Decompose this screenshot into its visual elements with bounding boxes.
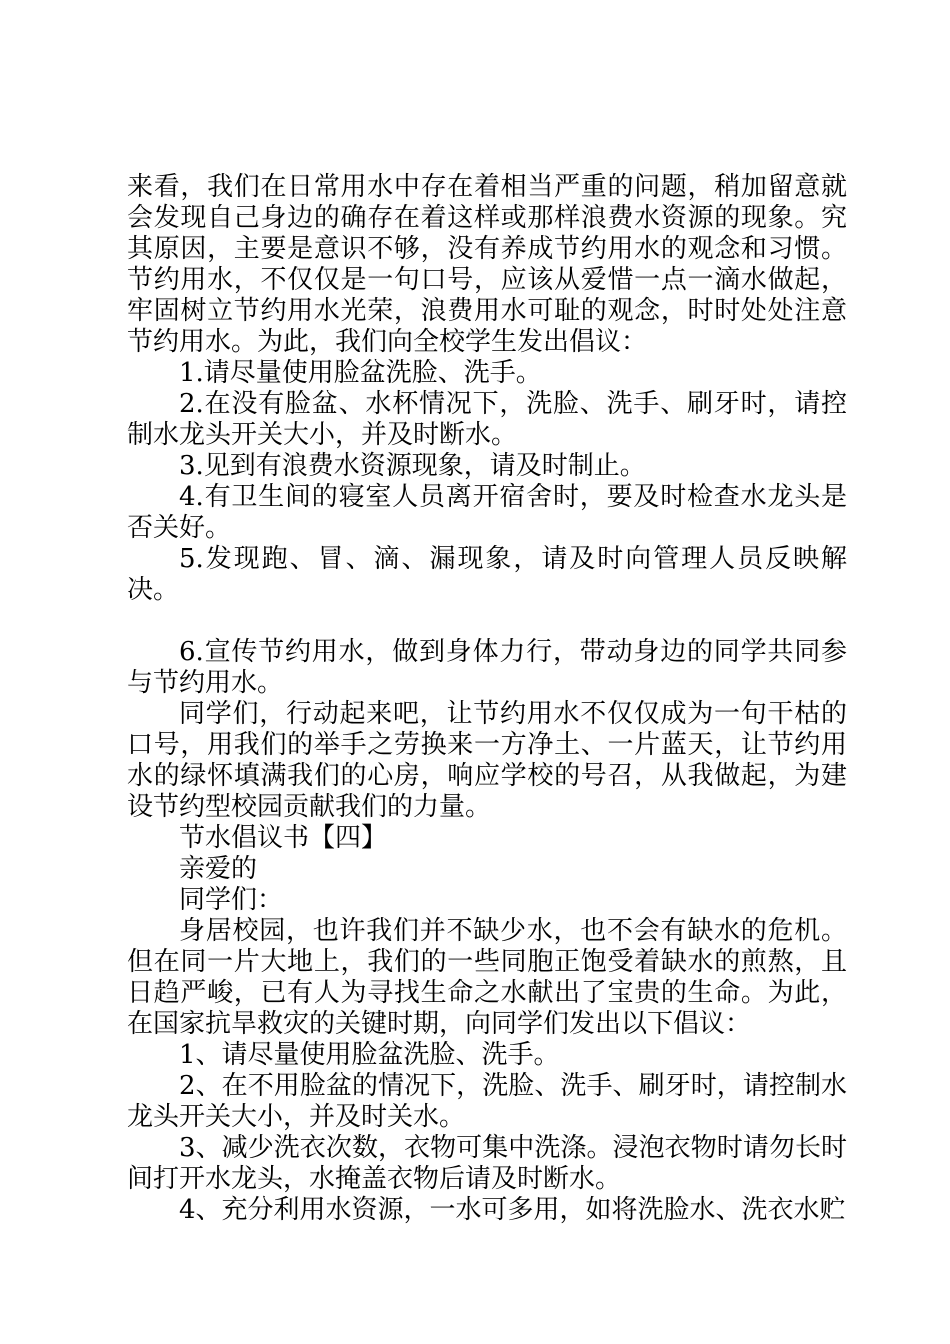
- list-item-1: 1.请尽量使用脸盆洗脸、洗手。: [179, 358, 542, 388]
- section-heading: 节水倡议书【四】: [179, 823, 388, 853]
- paragraph-intro: 来看，我们在日常用水中存在着相当严重的问题，稍加留意就会发现自己身边的确存在着这样或那样浪费水资源的现象。究其原因，主要是意识不够，没有养成节约用水的观念和习惯。节约用水，不仅仅是一句口号，应该从爱惜一点一滴水做起，牢固树立节约用水光荣，浪费用水可耻的观念，时时处处注意节约用水。为此，我们向全校学生发出倡议：: [127, 172, 847, 357]
- list-item-b3: 3、减少洗衣次数，衣物可集中洗涤。浸泡衣物时请勿长时间打开水龙头，水掩盖衣物后请及时断水。: [127, 1133, 847, 1194]
- list-item-b2: 2、在不用脸盆的情况下，洗脸、洗手、刷牙时，请控制水龙头开关大小，并及时关水。: [127, 1071, 847, 1132]
- document-body: [127, 172, 847, 1226]
- list-item-2: 2.在没有脸盆、水杯情况下，洗脸、洗手、刷牙时，请控制水龙头开关大小，并及时断水。: [127, 389, 847, 450]
- list-item-6: 6.宣传节约用水，做到身体力行，带动身边的同学共同参与节约用水。: [127, 637, 847, 698]
- salutation-line-1: 亲爱的: [179, 854, 258, 884]
- list-item-5: 5.发现跑、冒、滴、漏现象，请及时向管理人员反映解决。: [127, 544, 847, 605]
- paragraph-call-to-action: 同学们，行动起来吧，让节约用水不仅仅成为一句干枯的口号，用我们的举手之劳换来一方净土、一片蓝天，让节约用水的绿怀填满我们的心房，响应学校的号召，从我做起，为建设节约型校园贡献我们的力量。: [127, 699, 847, 822]
- list-item-3: 3.见到有浪费水资源现象，请及时制止。: [179, 451, 646, 481]
- salutation-line-2: 同学们：: [179, 885, 284, 915]
- list-item-b1: 1、请尽量使用脸盆洗脸、洗手。: [179, 1040, 560, 1070]
- list-item-b4: 4、充分利用水资源，一水可多用，如将洗脸水、洗衣水贮: [179, 1195, 846, 1225]
- list-item-4: 4.有卫生间的寝室人员离开宿舍时，要及时检查水龙头是否关好。: [127, 482, 847, 543]
- paragraph-campus: 身居校园，也许我们并不缺少水，也不会有缺水的危机。但在同一片大地上，我们的一些同胞正饱受着缺水的煎熬，且日趋严峻，已有人为寻找生命之水献出了宝贵的生命。为此，在国家抗旱救灾的关键时期，向同学们发出以下倡议：: [127, 916, 847, 1039]
